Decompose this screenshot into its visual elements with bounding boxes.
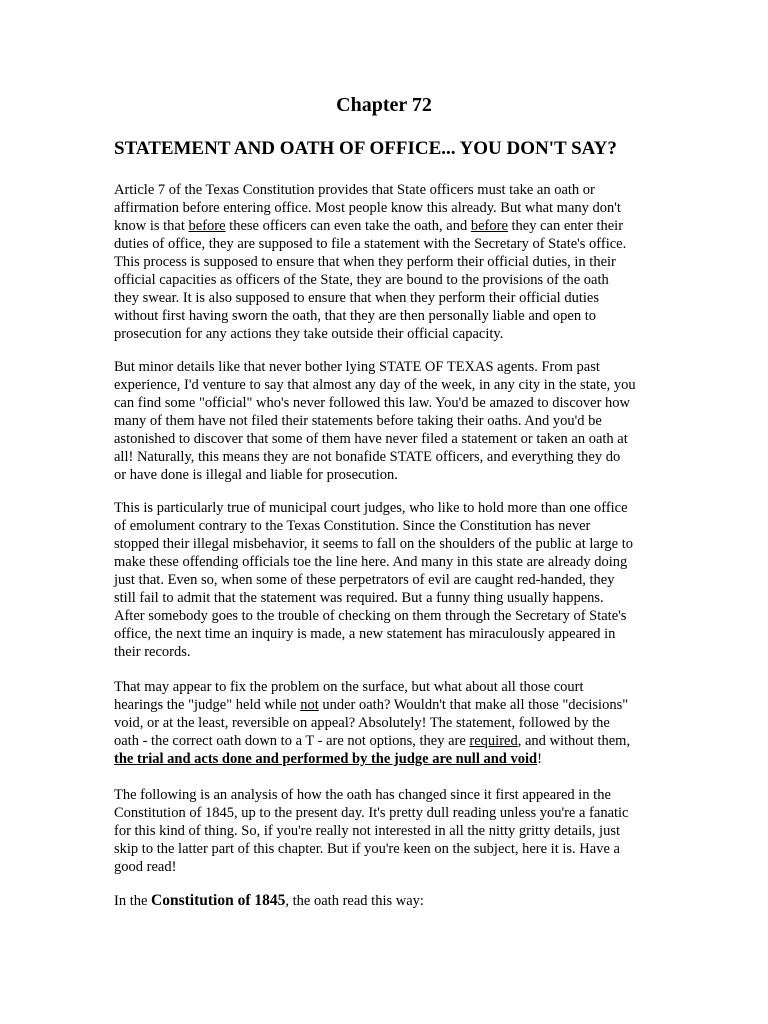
underlined-text: the trial and acts done and performed by the judge are null and void <box>114 751 538 767</box>
text-segment: just that. Even so, when some of these perpetrators of evil are caught red-handed, they <box>114 572 615 588</box>
text-segment: office, the next time an inquiry is made, a new statement has miraculously appeared in <box>114 626 616 642</box>
text-line <box>114 394 674 412</box>
text-line <box>114 289 674 307</box>
text-segment: for this kind of thing. So, if you're really not interested in all the nitty gritty details, just <box>114 823 621 839</box>
underlined-text: before <box>470 218 508 234</box>
text-line <box>114 217 674 235</box>
paragraph-6 <box>114 892 674 910</box>
text-segment: , the oath read this way: <box>285 893 424 909</box>
text-line <box>114 181 674 199</box>
text-segment: hearings the "judge" held while <box>114 697 301 713</box>
text-line <box>114 858 674 876</box>
text-segment: know is that <box>114 218 189 234</box>
text-segment: After somebody goes to the trouble of checking on them through the Secretary of State's <box>114 608 627 624</box>
text-segment: But minor details like that never bother lying STATE OF TEXAS agents. From past <box>114 359 600 375</box>
text-segment: Article 7 of the Texas Constitution provides that State officers must take an oath or <box>114 182 595 198</box>
text-segment: can find some "official" who's never followed this law. You'd be amazed to discover how <box>114 395 630 411</box>
text-line <box>114 412 674 430</box>
text-segment: Constitution of 1845, up to the present day. It's pretty dull reading unless you're a fanatic <box>114 805 629 821</box>
text-segment: void, or at the least, reversible on appeal? Absolutely! The statement, followed by the <box>114 715 610 731</box>
text-segment: duties of office, they are supposed to file a statement with the Secretary of State's office. <box>114 236 627 252</box>
text-line <box>114 607 674 625</box>
text-line <box>114 499 674 517</box>
text-segment: under oath? Wouldn't that make all those "decisions" <box>318 697 629 713</box>
text-segment: still fail to admit that the statement was required. But a funny thing usually happens. <box>114 590 604 606</box>
paragraph-4 <box>114 678 674 768</box>
text-segment: good read! <box>114 859 177 875</box>
text-segment: oath - the correct oath down to a T - are not options, they are <box>114 733 470 749</box>
text-line <box>114 376 674 394</box>
underlined-text: not <box>300 697 319 713</box>
text-line <box>114 589 674 607</box>
text-line <box>114 732 674 750</box>
text-segment: all! Naturally, this means they are not bonafide STATE officers, and everything they do <box>114 449 621 465</box>
text-line <box>114 235 674 253</box>
underlined-text: required <box>469 733 518 749</box>
text-segment: , and without them, <box>517 733 631 749</box>
text-line <box>114 892 674 910</box>
text-segment: That may appear to fix the problem on the surface, but what about all those court <box>114 679 584 695</box>
text-segment: ! <box>537 751 542 767</box>
text-segment: these officers can even take the oath, and <box>225 218 471 234</box>
text-segment: they can enter their <box>507 218 624 234</box>
chapter-title: Chapter 72 <box>336 94 432 116</box>
text-segment: official capacities as officers of the State, they are bound to the provisions of the oath <box>114 272 609 288</box>
text-segment: skip to the latter part of this chapter. But if you're keen on the subject, here it is. Have a <box>114 841 620 857</box>
text-line <box>114 786 674 804</box>
paragraph-1 <box>114 181 674 343</box>
text-line <box>114 643 674 661</box>
paragraph-5 <box>114 786 674 876</box>
text-line <box>114 430 674 448</box>
text-segment: of emolument contrary to the Texas Constitution. Since the Constitution has never <box>114 518 591 534</box>
text-line <box>114 696 674 714</box>
text-segment: without first having sworn the oath, that they are then personally liable and open to <box>114 308 597 324</box>
text-line <box>114 750 674 768</box>
text-segment: stopped their illegal misbehavior, it seems to fall on the shoulders of the public at large to <box>114 536 634 552</box>
paragraph-2 <box>114 358 674 484</box>
text-line <box>114 517 674 535</box>
text-segment: many of them have not filed their statements before taking their oaths. And you'd be <box>114 413 602 429</box>
text-line <box>114 571 674 589</box>
text-segment: their records. <box>114 644 191 660</box>
text-line <box>114 358 674 376</box>
text-line <box>114 714 674 732</box>
text-line <box>114 199 674 217</box>
underlined-text: before <box>188 218 226 234</box>
text-line <box>114 307 674 325</box>
text-segment: make these offending officials toe the line here. And many in this state are already doing <box>114 554 628 570</box>
text-segment: they swear. It is also supposed to ensure that when they perform their official duties <box>114 290 599 306</box>
text-segment: In the <box>114 893 152 909</box>
text-segment: or have done is illegal and liable for prosecution. <box>114 467 398 483</box>
text-line <box>114 535 674 553</box>
text-segment: experience, I'd venture to say that almost any day of the week, in any city in the state, you <box>114 377 636 393</box>
section-heading: STATEMENT AND OATH OF OFFICE... YOU DON'T SAY? <box>114 138 617 159</box>
text-segment: astonished to discover that some of them have never filed a statement or taken an oath at <box>114 431 628 447</box>
text-line <box>114 448 674 466</box>
text-segment: affirmation before entering office. Most people know this already. But what many don't <box>114 200 621 216</box>
text-segment: This process is supposed to ensure that when they perform their official duties, in their <box>114 254 616 270</box>
text-line <box>114 804 674 822</box>
text-line <box>114 678 674 696</box>
text-line <box>114 840 674 858</box>
text-line <box>114 466 674 484</box>
paragraph-3 <box>114 499 674 661</box>
text-line <box>114 553 674 571</box>
text-line <box>114 325 674 343</box>
text-segment: The following is an analysis of how the oath has changed since it first appeared in the <box>114 787 611 803</box>
text-line <box>114 625 674 643</box>
text-segment: prosecution for any actions they take outside their official capacity. <box>114 326 504 342</box>
text-line <box>114 253 674 271</box>
text-segment: This is particularly true of municipal court judges, who like to hold more than one office <box>114 500 628 516</box>
bold-text: Constitution of 1845 <box>151 892 286 909</box>
text-line <box>114 271 674 289</box>
text-line <box>114 822 674 840</box>
